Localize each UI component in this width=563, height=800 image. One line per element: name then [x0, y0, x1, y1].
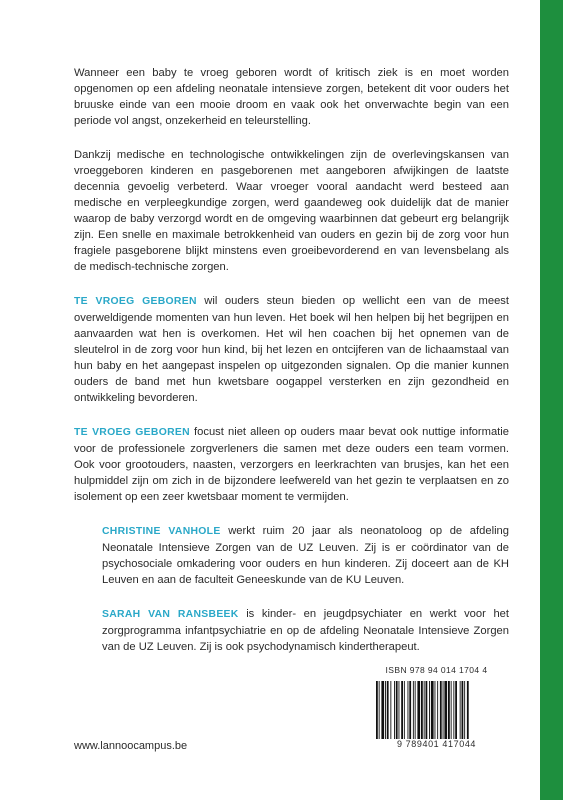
barcode-number: 9 789401 417044 — [396, 739, 477, 749]
isbn-label: ISBN 978 94 014 1704 4 — [385, 665, 488, 675]
barcode-icon — [374, 681, 499, 739]
back-cover-text — [74, 65, 509, 673]
context-paragraph: Dankzij medische en technologische ontwikkelingen zijn de overlevingskansen van vroeggeboren kinderen en pasgeborenen met aangeboren afwijkingen de laatste decennia gevoelig verbeterd. Waar vroeger vooral aandacht werd besteed aan medische en verpleegkundige zorgen, werd gaandeweg ook duidelijk dat de manier waarop de baby verzorgd wordt en de omgeving waarbinnen dat gebeurt erg belangrijk zijn. Een snelle en maximale betrokkenheid van ouders en gezin bij de zorg voor hun fragiele pasgeborene blijkt minstens even groeibevorderend en van levensbelang als de medisch-technische zorgen. — [74, 149, 509, 273]
book-title-inline: TE VROEG GEBOREN — [74, 427, 190, 438]
author-name: SARAH VAN RANSBEEK — [102, 609, 239, 620]
intro-paragraph: Wanneer een baby te vroeg geboren wordt of kritisch ziek is en moet worden opgenomen op een afdeling neonatale intensieve zorgen, betekent dit voor ouders het bruuske einde van een mooie droom en vaak ook het onverwachte begin van een periode vol angst, onzekerheid en teleurstelling. — [74, 67, 509, 127]
book-title-inline: TE VROEG GEBOREN — [74, 296, 197, 307]
isbn-block — [369, 665, 504, 755]
publisher-website: www.lannoocampus.be — [74, 740, 188, 752]
author-name: CHRISTINE VANHOLE — [102, 526, 221, 537]
author-bio: SARAH VAN RANSBEEK is kinder- en jeugdpsychiater en werkt voor het zorgprogramma infantpsychiatrie en op de afdeling Neonatale Intensieve Zorgen van de UZ Leuven. Zij is ook psychodynamisch kindertherapeut. — [102, 608, 509, 653]
book-spine-stripe — [540, 0, 563, 800]
audience-paragraph: TE VROEG GEBOREN focust niet alleen op ouders maar bevat ook nuttige informatie voor de professionele zorgverleners die samen met deze ouders een team vormen. Ook voor grootouders, naasten, verzorgers en leerkrachten van brusjes, kan het een hulpmiddel zijn om zich in de bijzondere leefwereld van het gezin te verplaatsen en zo isolement op een zeer kwetsbaar moment te vermijden. — [74, 426, 509, 503]
author-bio: CHRISTINE VANHOLE werkt ruim 20 jaar als neonatoloog op de afdeling Neonatale Intensieve Zorgen van de UZ Leuven. Zij is er coördinator van de psychosociale omkadering voor ouders en hun kinderen. Zij doceert aan de KH Leuven en aan de faculteit Geneeskunde van de KU Leuven. — [102, 525, 509, 586]
purpose-paragraph: TE VROEG GEBOREN wil ouders steun bieden op wellicht een van de meest overweldigende momenten van hun leven. Het boek wil hen helpen bij het begrijpen en aanvaarden wat hen is overkomen. Het wil hen coachen bij het opnemen van de sleutelrol in de zorg voor hun kind, bij het lezen en ontcijferen van de lichaamstaal van hun baby en het aangepast inspelen op uitgezonden signalen. Op die manier kunnen ouders de band met hun kwetsbare oogappel versterken en zijn gezondheid en ontwikkeling bevorderen. — [74, 295, 509, 404]
author-bios — [102, 523, 509, 655]
